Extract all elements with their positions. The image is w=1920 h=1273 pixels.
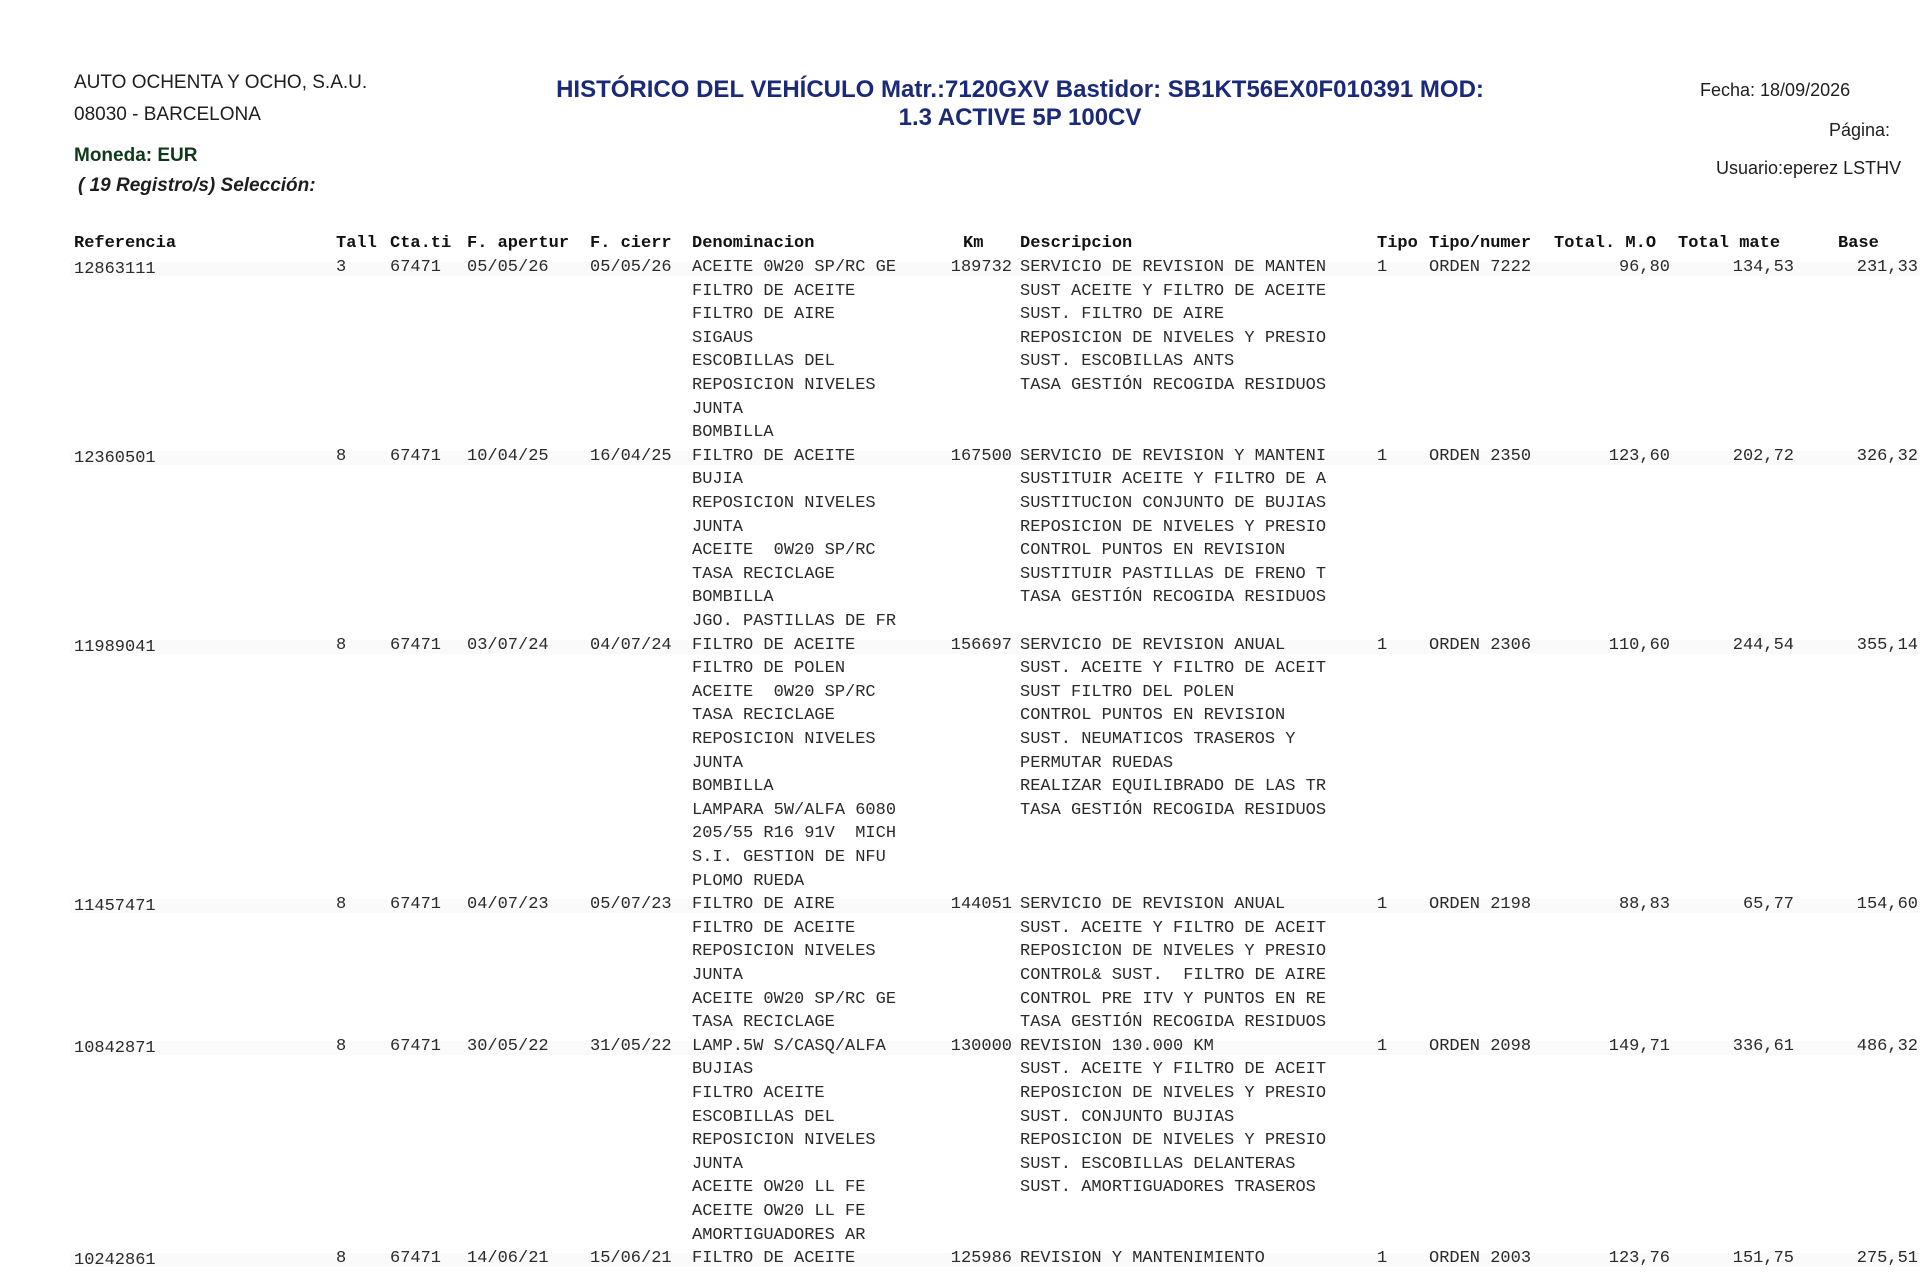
denominacion-line: JUNTA — [692, 965, 744, 985]
denominacion-line: ACEITE 0W20 SP/RC — [692, 541, 876, 561]
descripcion-line: SERVICIO DE REVISION ANUAL — [1020, 635, 1286, 655]
denominacion-line: FILTRO DE ACEITE — [692, 446, 856, 466]
denominacion-line: JUNTA — [692, 1154, 744, 1174]
denominacion-line: ACEITE 0W20 SP/RC GE — [692, 989, 897, 1009]
denominacion-line: FILTRO DE AIRE — [692, 895, 835, 915]
cell-base: 486,32 — [1856, 1036, 1918, 1056]
company-city: 08030 - BARCELONA — [74, 104, 261, 125]
col-header-tiponum: Tipo/numer — [1429, 234, 1532, 253]
cell-tall: 8 — [336, 895, 347, 915]
denominacion-line: LAMPARA 5W/ALFA 6080 — [692, 800, 897, 820]
cell-tipo: 1 — [1377, 1036, 1388, 1056]
col-header-cta: Cta.ti — [390, 234, 452, 253]
selection-label: ( 19 Registro/s) Selección: — [78, 175, 316, 196]
descripcion-line: SUSTITUIR ACEITE Y FILTRO DE A — [1020, 470, 1327, 490]
cell-denominacion — [692, 1247, 855, 1271]
col-header-apertura: F. apertur — [467, 234, 570, 253]
cell-apertura: 30/05/22 — [467, 1036, 549, 1056]
descripcion-line: SUST FILTRO DEL POLEN — [1020, 682, 1235, 702]
cell-descripcion — [1020, 634, 1326, 823]
denominacion-line: FILTRO DE ACEITE — [692, 918, 856, 938]
cell-referencia: 11457471 — [74, 897, 156, 917]
cell-denominacion — [692, 1035, 886, 1247]
denominacion-line: BUJIA — [692, 470, 744, 490]
cell-denominacion — [692, 634, 896, 894]
cell-km: 156697 — [950, 635, 1012, 655]
cell-cierre: 15/06/21 — [590, 1249, 672, 1269]
descripcion-line: CONTROL PUNTOS EN REVISION — [1020, 706, 1286, 726]
descripcion-line: SUSTITUIR PASTILLAS DE FRENO T — [1020, 564, 1327, 584]
cell-cierre: 16/04/25 — [590, 446, 672, 466]
cell-total-mo: 110,60 — [1608, 635, 1670, 655]
denominacion-line: S.I. GESTION DE NFU — [692, 847, 886, 867]
cell-apertura: 04/07/23 — [467, 895, 549, 915]
descripcion-line: PERMUTAR RUEDAS — [1020, 753, 1174, 773]
cell-cierre: 04/07/24 — [590, 635, 672, 655]
cell-tall: 3 — [336, 258, 347, 277]
cell-total-mat: 244,54 — [1732, 635, 1794, 655]
denominacion-line: PLOMO RUEDA — [692, 871, 805, 891]
descripcion-line: SUST ACEITE Y FILTRO DE ACEITE — [1020, 281, 1327, 301]
cell-cierre: 05/07/23 — [590, 895, 672, 915]
cell-tall: 8 — [336, 635, 347, 655]
cell-cta: 67471 — [390, 895, 442, 915]
report-date: Fecha: 18/09/2026 — [1700, 80, 1851, 100]
denominacion-line: REPOSICION NIVELES — [692, 1131, 876, 1151]
col-header-base: Base — [1838, 234, 1879, 253]
report-title-line1: HISTÓRICO DEL VEHÍCULO Matr.:7120GXV Bastidor: SB1KT56EX0F010391 MOD: — [556, 76, 1484, 103]
cell-descripcion — [1020, 1035, 1326, 1200]
denominacion-line: 205/55 R16 91V MICH — [692, 824, 897, 844]
cell-cta: 67471 — [390, 258, 442, 277]
descripcion-line: TASA GESTIÓN RECOGIDA RESIDUOS — [1020, 588, 1327, 608]
cell-referencia: 10242861 — [74, 1251, 156, 1271]
cell-referencia: 12863111 — [74, 260, 156, 279]
denominacion-line: ACEITE 0W20 SP/RC GE — [692, 258, 897, 277]
descripcion-line: SUST. NEUMATICOS TRASEROS Y — [1020, 729, 1296, 749]
descripcion-line: CONTROL PRE ITV Y PUNTOS EN RE — [1020, 989, 1327, 1009]
descripcion-line: REPOSICION DE NIVELES Y PRESIO — [1020, 517, 1327, 537]
cell-cta: 67471 — [390, 446, 442, 466]
denominacion-line: LAMP.5W S/CASQ/ALFA — [692, 1036, 886, 1056]
cell-cierre: 31/05/22 — [590, 1036, 672, 1056]
descripcion-line: TASA GESTIÓN RECOGIDA RESIDUOS — [1020, 800, 1327, 820]
col-header-km: Km — [963, 234, 984, 253]
col-header-total-mat: Total mate — [1678, 234, 1781, 253]
denominacion-line: TASA RECICLAGE — [692, 564, 835, 584]
col-header-referencia: Referencia — [74, 234, 177, 253]
denominacion-line: FILTRO ACEITE — [692, 1083, 825, 1103]
descripcion-line: CONTROL PUNTOS EN REVISION — [1020, 541, 1286, 561]
cell-total-mo: 123,60 — [1608, 446, 1670, 466]
cell-denominacion — [692, 893, 896, 1035]
denominacion-line: REPOSICION NIVELES — [692, 493, 876, 513]
col-header-denominacion: Denominacion — [692, 234, 815, 253]
currency-label: Moneda: EUR — [74, 145, 198, 166]
descripcion-line: CONTROL& SUST. FILTRO DE AIRE — [1020, 965, 1327, 985]
cell-tipo: 1 — [1377, 895, 1388, 915]
col-header-total-mo: Total. M.O — [1554, 234, 1657, 253]
cell-base: 154,60 — [1856, 895, 1918, 915]
cell-total-mo: 96,80 — [1618, 258, 1670, 277]
cell-tipo: 1 — [1377, 635, 1388, 655]
denominacion-line: ACEITE 0W20 SP/RC — [692, 682, 876, 702]
denominacion-line: REPOSICION NIVELES — [692, 375, 876, 395]
cell-descripcion — [1020, 893, 1326, 1035]
cell-tall: 8 — [336, 1036, 347, 1056]
denominacion-line: ACEITE OW20 LL FE — [692, 1201, 866, 1221]
denominacion-line: JUNTA — [692, 753, 744, 773]
cell-base: 326,32 — [1856, 446, 1918, 466]
cell-base: 231,33 — [1856, 258, 1918, 277]
descripcion-line: SUST. ESCOBILLAS DELANTERAS — [1020, 1154, 1296, 1174]
cell-tiponum: ORDEN 2098 — [1429, 1036, 1532, 1056]
cell-descripcion — [1020, 256, 1326, 398]
descripcion-line: REPOSICION DE NIVELES Y PRESIO — [1020, 328, 1327, 348]
cell-referencia: 10842871 — [74, 1038, 156, 1058]
cell-tiponum: ORDEN 2350 — [1429, 446, 1532, 466]
cell-apertura: 03/07/24 — [467, 635, 549, 655]
cell-total-mat: 65,77 — [1742, 895, 1794, 915]
cell-referencia: 11989041 — [74, 637, 156, 657]
col-header-cierre: F. cierr — [590, 234, 672, 253]
descripcion-line: SUST. ACEITE Y FILTRO DE ACEIT — [1020, 1060, 1327, 1080]
denominacion-line: JUNTA — [692, 399, 744, 419]
cell-total-mat: 202,72 — [1732, 446, 1794, 466]
cell-tipo: 1 — [1377, 446, 1388, 466]
page-label: Página: — [1829, 120, 1891, 140]
cell-km: 144051 — [950, 895, 1012, 915]
denominacion-line: TASA RECICLAGE — [692, 1013, 835, 1033]
descripcion-line: SUST. FILTRO DE AIRE — [1020, 305, 1225, 325]
cell-base: 275,51 — [1856, 1249, 1918, 1269]
user-label: Usuario:eperez LSTHV — [1716, 158, 1902, 178]
descripcion-line: SERVICIO DE REVISION ANUAL — [1020, 895, 1286, 915]
descripcion-line: REPOSICION DE NIVELES Y PRESIO — [1020, 1083, 1327, 1103]
cell-tipo: 1 — [1377, 1249, 1388, 1269]
denominacion-line: SIGAUS — [692, 328, 754, 348]
cell-tiponum: ORDEN 2003 — [1429, 1249, 1532, 1269]
descripcion-line: SUST. CONJUNTO BUJIAS — [1020, 1107, 1235, 1127]
cell-km: 125986 — [950, 1249, 1012, 1269]
report-title — [520, 76, 1520, 132]
cell-apertura: 05/05/26 — [467, 258, 549, 277]
descripcion-line: SUSTITUCION CONJUNTO DE BUJIAS — [1020, 493, 1327, 513]
descripcion-line: TASA GESTIÓN RECOGIDA RESIDUOS — [1020, 1013, 1327, 1033]
denominacion-line: BUJIAS — [692, 1060, 754, 1080]
col-header-tall: Tall — [336, 234, 377, 253]
descripcion-line: REPOSICION DE NIVELES Y PRESIO — [1020, 942, 1327, 962]
descripcion-line: SUST. ACEITE Y FILTRO DE ACEIT — [1020, 918, 1327, 938]
cell-referencia: 12360501 — [74, 448, 156, 468]
cell-total-mo: 123,76 — [1608, 1249, 1670, 1269]
denominacion-line: REPOSICION NIVELES — [692, 942, 876, 962]
descripcion-line: SERVICIO DE REVISION DE MANTEN — [1020, 258, 1327, 277]
denominacion-line: JUNTA — [692, 517, 744, 537]
cell-tiponum: ORDEN 7222 — [1429, 258, 1532, 277]
cell-total-mo: 88,83 — [1618, 895, 1670, 915]
denominacion-line: ESCOBILLAS DEL — [692, 352, 835, 372]
descripcion-line: TASA GESTIÓN RECOGIDA RESIDUOS — [1020, 375, 1327, 395]
cell-descripcion — [1020, 445, 1326, 610]
denominacion-line: BOMBILLA — [692, 423, 774, 443]
denominacion-line: BOMBILLA — [692, 777, 774, 797]
cell-total-mo: 149,71 — [1608, 1036, 1670, 1056]
cell-tiponum: ORDEN 2306 — [1429, 635, 1532, 655]
cell-km: 130000 — [950, 1036, 1012, 1056]
cell-cta: 67471 — [390, 1249, 442, 1269]
cell-base: 355,14 — [1856, 635, 1918, 655]
col-header-descripcion: Descripcion — [1020, 234, 1133, 253]
descripcion-line: REPOSICION DE NIVELES Y PRESIO — [1020, 1131, 1327, 1151]
cell-apertura: 14/06/21 — [467, 1249, 549, 1269]
col-header-tipo: Tipo — [1377, 234, 1418, 253]
cell-cta: 67471 — [390, 635, 442, 655]
denominacion-line: FILTRO DE AIRE — [692, 305, 835, 325]
cell-tiponum: ORDEN 2198 — [1429, 895, 1532, 915]
descripcion-line: SUST. ESCOBILLAS ANTS — [1020, 352, 1235, 372]
cell-tipo: 1 — [1377, 258, 1388, 277]
descripcion-line: REVISION Y MANTENIMIENTO — [1020, 1249, 1265, 1269]
cell-apertura: 10/04/25 — [467, 446, 549, 466]
descripcion-line: SERVICIO DE REVISION Y MANTENI — [1020, 446, 1327, 466]
descripcion-line: REALIZAR EQUILIBRADO DE LAS TR — [1020, 777, 1327, 797]
denominacion-line: FILTRO DE ACEITE — [692, 635, 856, 655]
cell-total-mat: 336,61 — [1732, 1036, 1794, 1056]
report-title-line2: 1.3 ACTIVE 5P 100CV — [898, 104, 1142, 131]
denominacion-line: AMORTIGUADORES AR — [692, 1225, 866, 1245]
company-name: AUTO OCHENTA Y OCHO, S.A.U. — [74, 72, 368, 93]
cell-tall: 8 — [336, 446, 347, 466]
cell-total-mat: 134,53 — [1732, 258, 1794, 277]
denominacion-line: FILTRO DE ACEITE — [692, 1249, 856, 1269]
denominacion-line: FILTRO DE ACEITE — [692, 281, 856, 301]
cell-cta: 67471 — [390, 1036, 442, 1056]
cell-denominacion — [692, 445, 896, 634]
denominacion-line: BOMBILLA — [692, 588, 774, 608]
denominacion-line: TASA RECICLAGE — [692, 706, 835, 726]
cell-km: 189732 — [950, 258, 1012, 277]
cell-denominacion — [692, 256, 896, 445]
cell-cierre: 05/05/26 — [590, 258, 672, 277]
denominacion-line: ESCOBILLAS DEL — [692, 1107, 835, 1127]
descripcion-line: SUST. ACEITE Y FILTRO DE ACEIT — [1020, 659, 1327, 679]
cell-tall: 8 — [336, 1249, 347, 1269]
denominacion-line: ACEITE OW20 LL FE — [692, 1178, 866, 1198]
cell-total-mat: 151,75 — [1732, 1249, 1794, 1269]
descripcion-line: REVISION 130.000 KM — [1020, 1036, 1214, 1056]
denominacion-line: REPOSICION NIVELES — [692, 729, 876, 749]
cell-km: 167500 — [950, 446, 1012, 466]
cell-descripcion — [1020, 1247, 1265, 1271]
denominacion-line: FILTRO DE POLEN — [692, 659, 846, 679]
descripcion-line: SUST. AMORTIGUADORES TRASEROS — [1020, 1178, 1316, 1198]
denominacion-line: JGO. PASTILLAS DE FR — [692, 611, 897, 631]
